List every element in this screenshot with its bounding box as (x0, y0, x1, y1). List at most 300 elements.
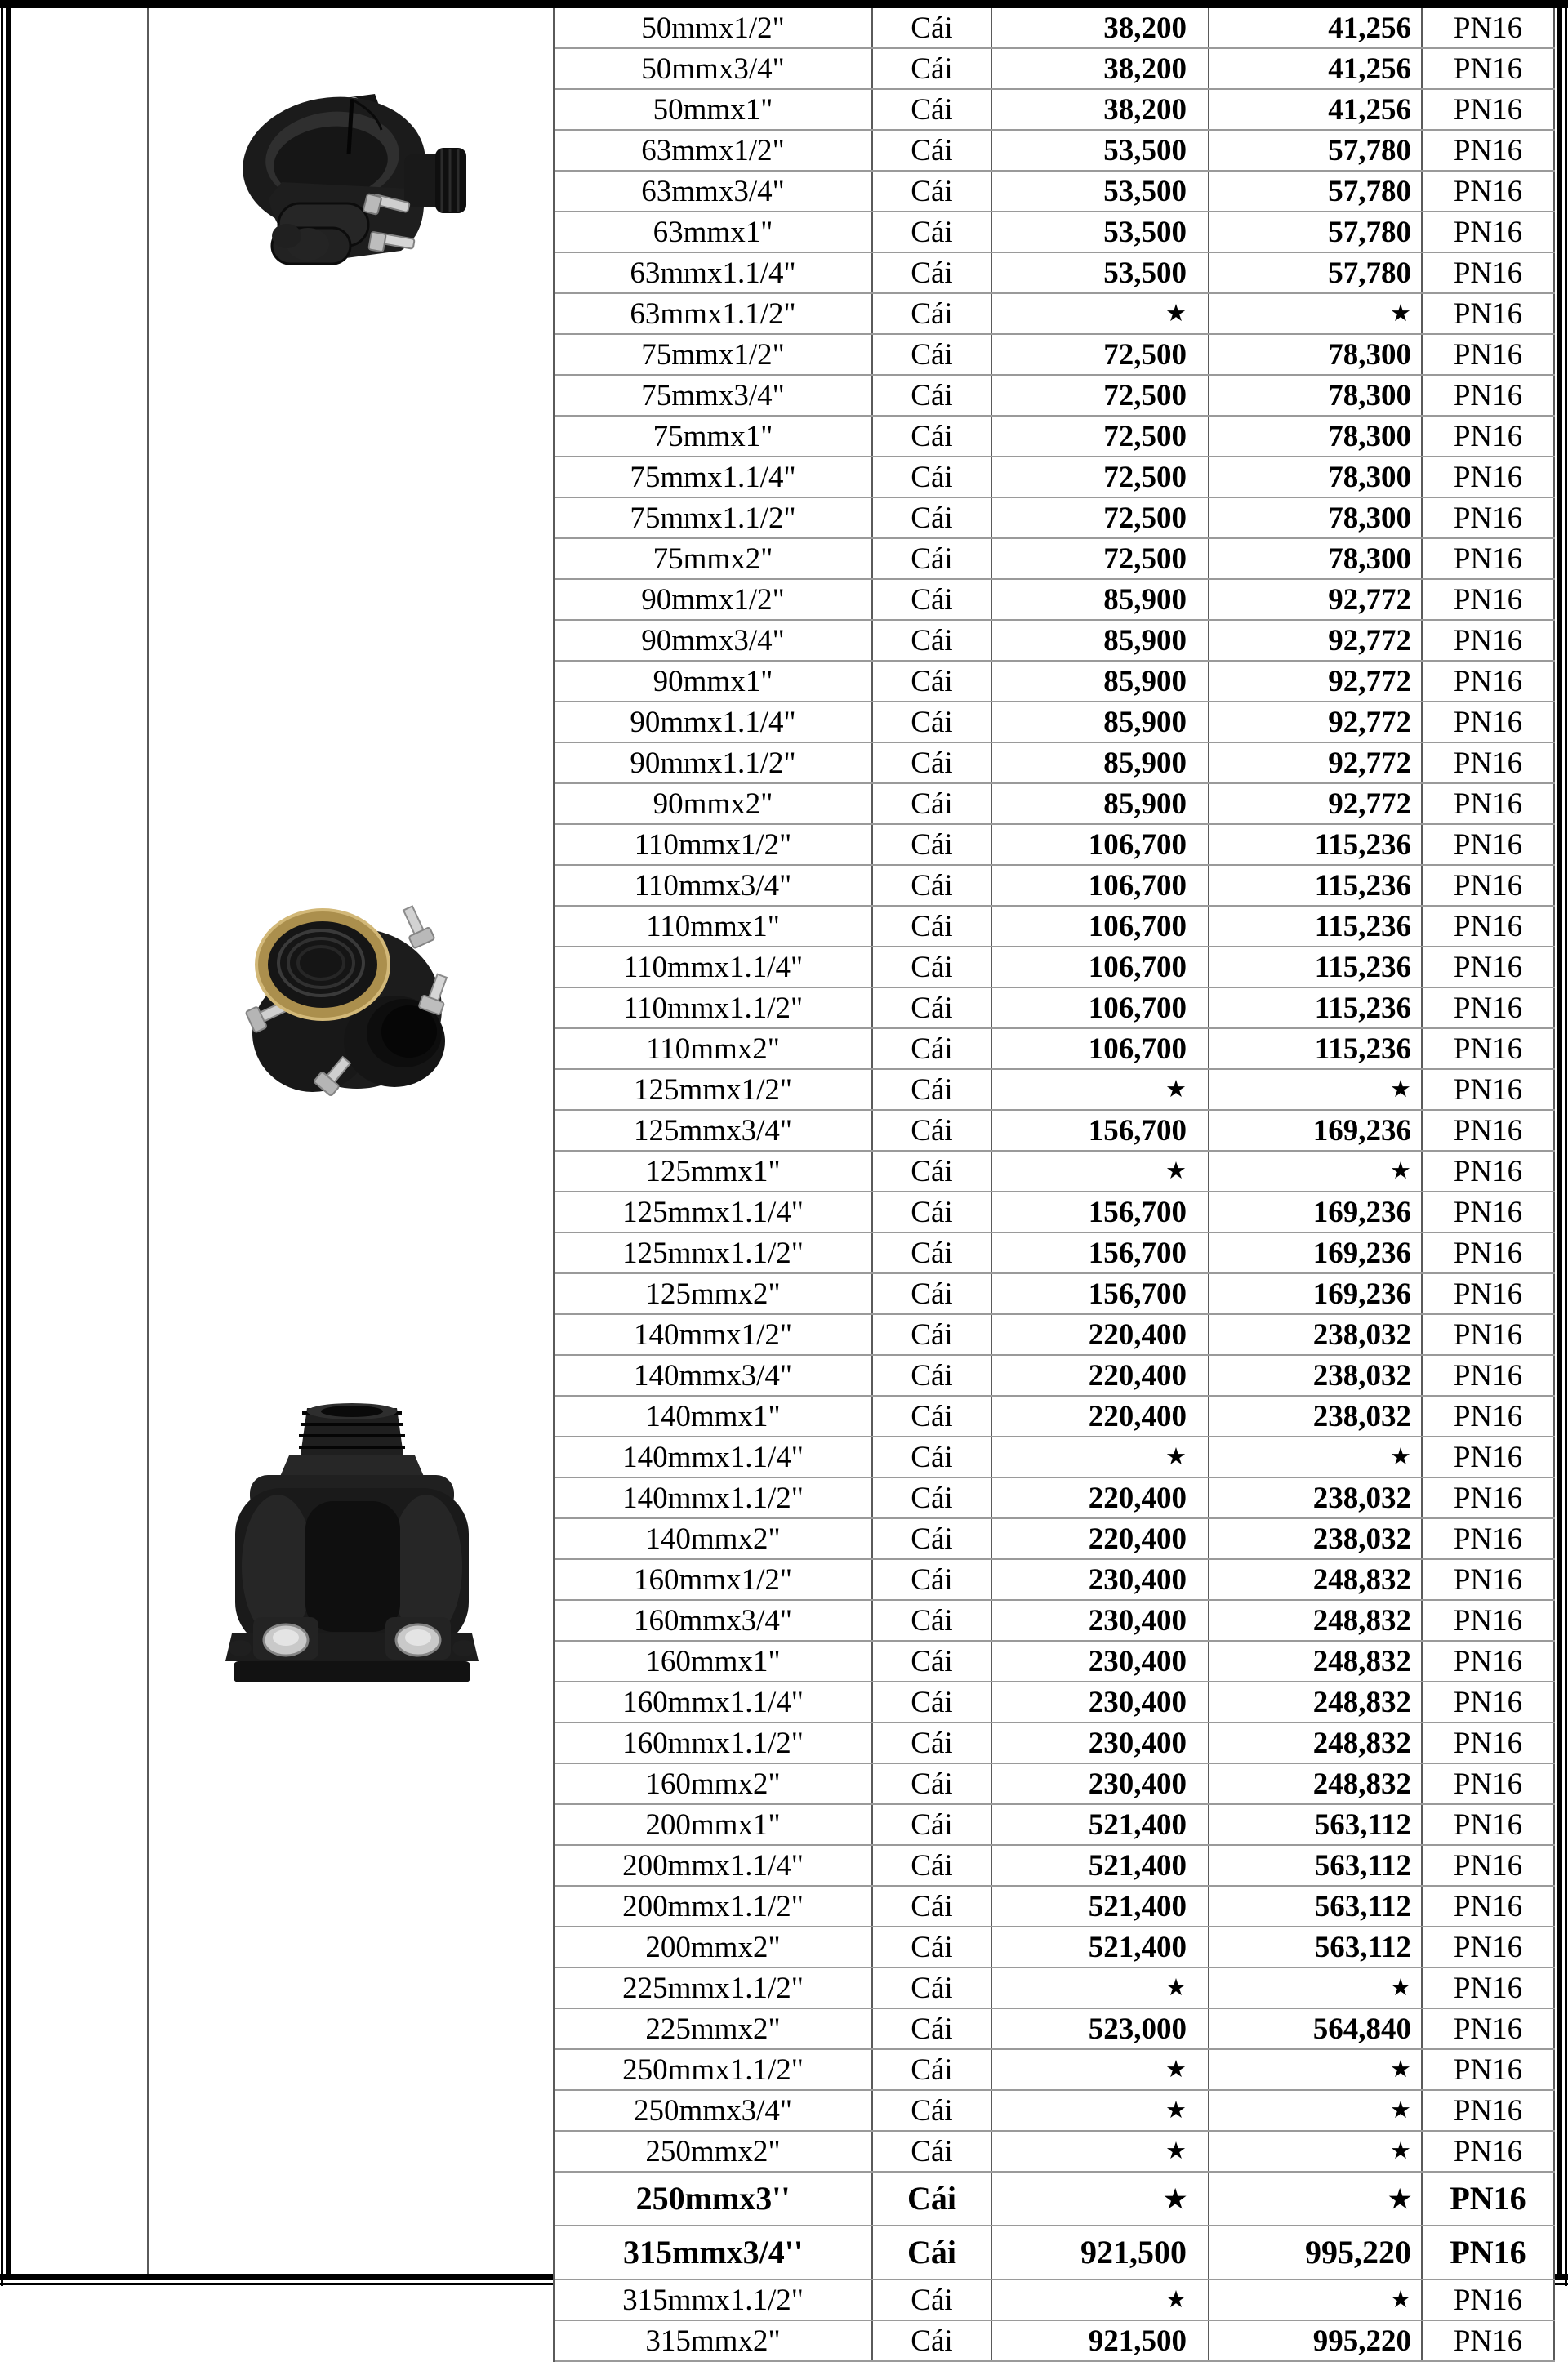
cell-pn: PN16 (1423, 335, 1555, 374)
cell-price2: 563,112 (1209, 1887, 1423, 1926)
cell-price2: 564,840 (1209, 2009, 1423, 2048)
cell-price2: 238,032 (1209, 1356, 1423, 1395)
cell-price2: 248,832 (1209, 1601, 1423, 1640)
cell-unit: Cái (873, 580, 992, 619)
cell-price2: 57,780 (1209, 172, 1423, 211)
table-row (555, 2050, 1555, 2091)
cell-pn: PN16 (1423, 2091, 1555, 2130)
cell-price2: ★ (1209, 2091, 1423, 2130)
table-row (555, 1927, 1555, 1968)
cell-pn: PN16 (1423, 1192, 1555, 1232)
cell-unit: Cái (873, 335, 992, 374)
cell-price2: 248,832 (1209, 1682, 1423, 1722)
table-row (555, 1274, 1555, 1315)
cell-pn: PN16 (1423, 1764, 1555, 1803)
cell-pn: PN16 (1423, 2009, 1555, 2048)
cell-unit: Cái (873, 2173, 992, 2225)
cell-size: 75mmx1.1/2" (555, 498, 873, 537)
cell-pn: PN16 (1423, 988, 1555, 1027)
cell-unit: Cái (873, 8, 992, 47)
cell-size: 110mmx2" (555, 1029, 873, 1068)
cell-pn: PN16 (1423, 498, 1555, 537)
cell-price2: 995,220 (1209, 2226, 1423, 2279)
cell-size: 140mmx3/4" (555, 1356, 873, 1395)
cell-price1: 106,700 (992, 1029, 1209, 1068)
table-row (555, 1478, 1555, 1519)
cell-pn: PN16 (1423, 2226, 1555, 2279)
cell-size: 160mmx2" (555, 1764, 873, 1803)
cell-unit: Cái (873, 825, 992, 864)
cell-unit: Cái (873, 2226, 992, 2279)
cell-pn: PN16 (1423, 1682, 1555, 1722)
cell-price2: 248,832 (1209, 1560, 1423, 1599)
cell-unit: Cái (873, 1887, 992, 1926)
cell-pn: PN16 (1423, 662, 1555, 701)
cell-price2: ★ (1209, 2280, 1423, 2320)
cell-unit: Cái (873, 2091, 992, 2130)
cell-price1: 230,400 (992, 1764, 1209, 1803)
cell-pn: PN16 (1423, 1805, 1555, 1844)
cell-size: 315mmx2" (555, 2321, 873, 2360)
cell-price2: 115,236 (1209, 988, 1423, 1027)
cell-price1: 38,200 (992, 8, 1209, 47)
cell-unit: Cái (873, 1192, 992, 1232)
cell-size: 250mmx2" (555, 2132, 873, 2171)
cell-price2: 92,772 (1209, 743, 1423, 782)
cell-size: 90mmx1" (555, 662, 873, 701)
table-row (555, 702, 1555, 743)
cell-price2: 78,300 (1209, 335, 1423, 374)
cell-unit: Cái (873, 1560, 992, 1599)
cell-price1: 921,500 (992, 2226, 1209, 2279)
cell-price1: 53,500 (992, 131, 1209, 170)
table-row (555, 662, 1555, 702)
table-row (555, 2091, 1555, 2132)
cell-price1: 72,500 (992, 376, 1209, 415)
cell-size: 140mmx1" (555, 1397, 873, 1436)
cell-price1: 72,500 (992, 335, 1209, 374)
cell-pn: PN16 (1423, 907, 1555, 946)
table-row (555, 1723, 1555, 1764)
cell-size: 225mmx1.1/2" (555, 1968, 873, 2008)
cell-unit: Cái (873, 1846, 992, 1885)
page-right-border-thin (1565, 0, 1567, 2286)
cell-price1: 72,500 (992, 498, 1209, 537)
cell-price1: ★ (992, 1070, 1209, 1109)
cell-unit: Cái (873, 1315, 992, 1354)
cell-pn: PN16 (1423, 743, 1555, 782)
cell-pn: PN16 (1423, 1846, 1555, 1885)
cell-price2: 92,772 (1209, 580, 1423, 619)
table-row (555, 294, 1555, 335)
table-row (555, 2280, 1555, 2321)
cell-price1: 53,500 (992, 172, 1209, 211)
table-row (555, 866, 1555, 907)
cell-price2: 238,032 (1209, 1519, 1423, 1558)
cell-pn: PN16 (1423, 2173, 1555, 2225)
cell-unit: Cái (873, 988, 992, 1027)
table-row (555, 988, 1555, 1029)
cell-price1: ★ (992, 1968, 1209, 2008)
cell-pn: PN16 (1423, 1397, 1555, 1436)
cell-unit: Cái (873, 947, 992, 987)
table-row (555, 90, 1555, 131)
cell-unit: Cái (873, 457, 992, 497)
cell-price2: 995,220 (1209, 2321, 1423, 2360)
cell-unit: Cái (873, 1070, 992, 1109)
table-row (555, 1070, 1555, 1111)
cell-pn: PN16 (1423, 1519, 1555, 1558)
table-row (555, 498, 1555, 539)
cell-size: 140mmx1.1/4" (555, 1437, 873, 1477)
cell-price1: 85,900 (992, 662, 1209, 701)
cell-pn: PN16 (1423, 1152, 1555, 1191)
cell-pn: PN16 (1423, 1601, 1555, 1640)
table-row (555, 1111, 1555, 1152)
saddle-clamp-side-photo (229, 76, 468, 292)
table-row (555, 621, 1555, 662)
cell-size: 110mmx1.1/2" (555, 988, 873, 1027)
table-row (555, 1437, 1555, 1478)
cell-price2: 563,112 (1209, 1846, 1423, 1885)
cell-price2: 115,236 (1209, 866, 1423, 905)
page-left-border-thin (1, 0, 3, 2286)
cell-size: 90mmx2" (555, 784, 873, 823)
cell-price1: 85,900 (992, 580, 1209, 619)
cell-price1: 72,500 (992, 457, 1209, 497)
table-row (555, 335, 1555, 376)
cell-price1: 72,500 (992, 539, 1209, 578)
cell-pn: PN16 (1423, 49, 1555, 88)
cell-size: 110mmx1" (555, 907, 873, 946)
cell-size: 90mmx1.1/2" (555, 743, 873, 782)
cell-price2: 248,832 (1209, 1723, 1423, 1763)
cell-price2: ★ (1209, 294, 1423, 333)
cell-price2: 238,032 (1209, 1397, 1423, 1436)
table-row (555, 2009, 1555, 2050)
table-row (555, 49, 1555, 90)
cell-unit: Cái (873, 498, 992, 537)
cell-price2: 41,256 (1209, 90, 1423, 129)
cell-pn: PN16 (1423, 2280, 1555, 2320)
cell-unit: Cái (873, 1437, 992, 1477)
table-row (555, 1029, 1555, 1070)
cell-price2: 78,300 (1209, 376, 1423, 415)
table-row (555, 580, 1555, 621)
cell-unit: Cái (873, 1642, 992, 1681)
cell-price1: 106,700 (992, 825, 1209, 864)
cell-price2: 563,112 (1209, 1927, 1423, 1967)
cell-price2: 169,236 (1209, 1192, 1423, 1232)
cell-size: 90mmx1.1/4" (555, 702, 873, 742)
cell-size: 200mmx1.1/2" (555, 1887, 873, 1926)
cell-size: 250mmx1.1/2" (555, 2050, 873, 2089)
cell-size: 125mmx2" (555, 1274, 873, 1313)
cell-price2: 238,032 (1209, 1478, 1423, 1517)
cell-pn: PN16 (1423, 1070, 1555, 1109)
cell-size: 125mmx3/4" (555, 1111, 873, 1150)
cell-pn: PN16 (1423, 376, 1555, 415)
cell-unit: Cái (873, 1601, 992, 1640)
cell-price2: 92,772 (1209, 702, 1423, 742)
cell-pn: PN16 (1423, 1315, 1555, 1354)
cell-pn: PN16 (1423, 2050, 1555, 2089)
cell-pn: PN16 (1423, 1723, 1555, 1763)
table-row (555, 1560, 1555, 1601)
cell-pn: PN16 (1423, 90, 1555, 129)
cell-unit: Cái (873, 212, 992, 252)
cell-unit: Cái (873, 1968, 992, 2008)
table-row (555, 172, 1555, 212)
cell-price1: 220,400 (992, 1315, 1209, 1354)
cell-price2: 78,300 (1209, 457, 1423, 497)
cell-unit: Cái (873, 1152, 992, 1191)
cell-price1: 106,700 (992, 988, 1209, 1027)
table-row (555, 1682, 1555, 1723)
cell-price1: 230,400 (992, 1723, 1209, 1763)
cell-price1: 72,500 (992, 417, 1209, 456)
cell-price2: ★ (1209, 1070, 1423, 1109)
cell-price2: 41,256 (1209, 8, 1423, 47)
cell-price1: 220,400 (992, 1356, 1209, 1395)
cell-price1: 106,700 (992, 866, 1209, 905)
cell-unit: Cái (873, 866, 992, 905)
cell-price1: 220,400 (992, 1478, 1209, 1517)
cell-unit: Cái (873, 90, 992, 129)
cell-price2: 57,780 (1209, 131, 1423, 170)
cell-size: 110mmx1/2" (555, 825, 873, 864)
cell-pn: PN16 (1423, 947, 1555, 987)
cell-price1: 53,500 (992, 253, 1209, 292)
cell-pn: PN16 (1423, 784, 1555, 823)
cell-price2: 92,772 (1209, 621, 1423, 660)
table-row (555, 8, 1555, 49)
cell-pn: PN16 (1423, 1356, 1555, 1395)
table-row (555, 2226, 1555, 2280)
cell-price1: ★ (992, 294, 1209, 333)
cell-pn: PN16 (1423, 417, 1555, 456)
cell-price1: ★ (992, 1437, 1209, 1477)
cell-pn: PN16 (1423, 2132, 1555, 2171)
table-row (555, 1152, 1555, 1192)
cell-pn: PN16 (1423, 1233, 1555, 1272)
cell-size: 75mmx1.1/4" (555, 457, 873, 497)
cell-price1: 521,400 (992, 1805, 1209, 1844)
cell-unit: Cái (873, 253, 992, 292)
cell-price1: 220,400 (992, 1397, 1209, 1436)
cell-price2: 169,236 (1209, 1274, 1423, 1313)
cell-price1: 156,700 (992, 1192, 1209, 1232)
cell-price2: ★ (1209, 1968, 1423, 2008)
cell-unit: Cái (873, 539, 992, 578)
cell-size: 140mmx1.1/2" (555, 1478, 873, 1517)
cell-unit: Cái (873, 1682, 992, 1722)
table-row (555, 2173, 1555, 2226)
cell-price2: 78,300 (1209, 417, 1423, 456)
cell-pn: PN16 (1423, 1927, 1555, 1967)
table-row (555, 253, 1555, 294)
table-row (555, 2132, 1555, 2173)
cell-unit: Cái (873, 1397, 992, 1436)
cell-size: 75mmx2" (555, 539, 873, 578)
cell-size: 315mmx3/4'' (555, 2226, 873, 2279)
cell-price1: 521,400 (992, 1846, 1209, 1885)
cell-pn: PN16 (1423, 1887, 1555, 1926)
cell-price2: 169,236 (1209, 1233, 1423, 1272)
cell-pn: PN16 (1423, 253, 1555, 292)
table-row (555, 1887, 1555, 1927)
cell-price1: 230,400 (992, 1560, 1209, 1599)
cell-pn: PN16 (1423, 580, 1555, 619)
table-row (555, 907, 1555, 947)
cell-size: 50mmx3/4" (555, 49, 873, 88)
cell-size: 63mmx3/4" (555, 172, 873, 211)
cell-unit: Cái (873, 1927, 992, 1967)
cell-price2: ★ (1209, 2050, 1423, 2089)
cell-price1: 521,400 (992, 1887, 1209, 1926)
cell-unit: Cái (873, 2132, 992, 2171)
cell-price1: 85,900 (992, 743, 1209, 782)
cell-unit: Cái (873, 1805, 992, 1844)
cell-size: 315mmx1.1/2" (555, 2280, 873, 2320)
cell-price1: ★ (992, 2173, 1209, 2225)
cell-size: 110mmx1.1/4" (555, 947, 873, 987)
cell-price1: 38,200 (992, 49, 1209, 88)
cell-price2: 115,236 (1209, 1029, 1423, 1068)
cell-unit: Cái (873, 621, 992, 660)
cell-price1: 156,700 (992, 1274, 1209, 1313)
cell-size: 63mmx1" (555, 212, 873, 252)
cell-pn: PN16 (1423, 294, 1555, 333)
cell-pn: PN16 (1423, 1029, 1555, 1068)
table-row (555, 1601, 1555, 1642)
cell-pn: PN16 (1423, 825, 1555, 864)
cell-unit: Cái (873, 743, 992, 782)
cell-pn: PN16 (1423, 702, 1555, 742)
cell-size: 160mmx1.1/2" (555, 1723, 873, 1763)
cell-size: 140mmx2" (555, 1519, 873, 1558)
cell-size: 200mmx2" (555, 1927, 873, 1967)
table-row (555, 947, 1555, 988)
cell-unit: Cái (873, 1723, 992, 1763)
cell-price1: 521,400 (992, 1927, 1209, 1967)
cell-unit: Cái (873, 294, 992, 333)
cell-pn: PN16 (1423, 1968, 1555, 2008)
cell-size: 125mmx1" (555, 1152, 873, 1191)
cell-pn: PN16 (1423, 866, 1555, 905)
price-table-body (553, 8, 1555, 2362)
cell-unit: Cái (873, 1274, 992, 1313)
saddle-clamp-angled-brass-ring-photo (234, 894, 448, 1099)
cell-pn: PN16 (1423, 212, 1555, 252)
cell-price1: ★ (992, 2280, 1209, 2320)
cell-unit: Cái (873, 1233, 992, 1272)
cell-size: 250mmx3'' (555, 2173, 873, 2225)
cell-unit: Cái (873, 376, 992, 415)
cell-price2: 238,032 (1209, 1315, 1423, 1354)
cell-price2: 57,780 (1209, 253, 1423, 292)
cell-price2: 115,236 (1209, 825, 1423, 864)
cell-unit: Cái (873, 172, 992, 211)
cell-unit: Cái (873, 2009, 992, 2048)
cell-unit: Cái (873, 2280, 992, 2320)
cell-size: 200mmx1" (555, 1805, 873, 1844)
table-row (555, 743, 1555, 784)
cell-unit: Cái (873, 49, 992, 88)
table-row (555, 1764, 1555, 1805)
cell-pn: PN16 (1423, 1437, 1555, 1477)
cell-pn: PN16 (1423, 131, 1555, 170)
table-row (555, 784, 1555, 825)
table-row (555, 1315, 1555, 1356)
cell-unit: Cái (873, 417, 992, 456)
cell-size: 63mmx1.1/4" (555, 253, 873, 292)
cell-size: 50mmx1/2" (555, 8, 873, 47)
cell-size: 225mmx2" (555, 2009, 873, 2048)
cell-price1: 85,900 (992, 702, 1209, 742)
cell-price1: 156,700 (992, 1111, 1209, 1150)
cell-size: 90mmx3/4" (555, 621, 873, 660)
table-row (555, 417, 1555, 457)
cell-price1: 230,400 (992, 1642, 1209, 1681)
cell-price1: 220,400 (992, 1519, 1209, 1558)
cell-size: 50mmx1" (555, 90, 873, 129)
page-left-border-thick (6, 0, 11, 2280)
cell-unit: Cái (873, 1764, 992, 1803)
cell-size: 110mmx3/4" (555, 866, 873, 905)
cell-price2: 78,300 (1209, 539, 1423, 578)
cell-size: 160mmx3/4" (555, 1601, 873, 1640)
cell-unit: Cái (873, 662, 992, 701)
cell-unit: Cái (873, 907, 992, 946)
table-row (555, 1968, 1555, 2009)
table-row (555, 825, 1555, 866)
cell-size: 200mmx1.1/4" (555, 1846, 873, 1885)
cell-size: 160mmx1.1/4" (555, 1682, 873, 1722)
cell-unit: Cái (873, 2050, 992, 2089)
cell-unit: Cái (873, 1111, 992, 1150)
cell-unit: Cái (873, 1519, 992, 1558)
cell-size: 75mmx1" (555, 417, 873, 456)
table-row (555, 457, 1555, 498)
cell-size: 160mmx1/2" (555, 1560, 873, 1599)
table-row (555, 1805, 1555, 1846)
cell-price2: 41,256 (1209, 49, 1423, 88)
cell-price2: 92,772 (1209, 662, 1423, 701)
cell-size: 63mmx1/2" (555, 131, 873, 170)
cell-price1: 230,400 (992, 1682, 1209, 1722)
cell-price1: 85,900 (992, 784, 1209, 823)
table-row (555, 1192, 1555, 1233)
cell-price1: ★ (992, 2091, 1209, 2130)
page-top-border (0, 0, 1568, 8)
cell-price1: ★ (992, 2050, 1209, 2089)
cell-price2: ★ (1209, 1437, 1423, 1477)
cell-price1: ★ (992, 1152, 1209, 1191)
cell-price1: 38,200 (992, 90, 1209, 129)
table-row (555, 131, 1555, 172)
table-row (555, 1397, 1555, 1437)
cell-price2: ★ (1209, 1152, 1423, 1191)
cell-unit: Cái (873, 702, 992, 742)
cell-pn: PN16 (1423, 1478, 1555, 1517)
cell-size: 125mmx1.1/2" (555, 1233, 873, 1272)
table-row (555, 1846, 1555, 1887)
cell-pn: PN16 (1423, 8, 1555, 47)
saddle-clamp-front-photo (220, 1403, 483, 1695)
cell-price1: 921,500 (992, 2321, 1209, 2360)
cell-size: 160mmx1" (555, 1642, 873, 1681)
